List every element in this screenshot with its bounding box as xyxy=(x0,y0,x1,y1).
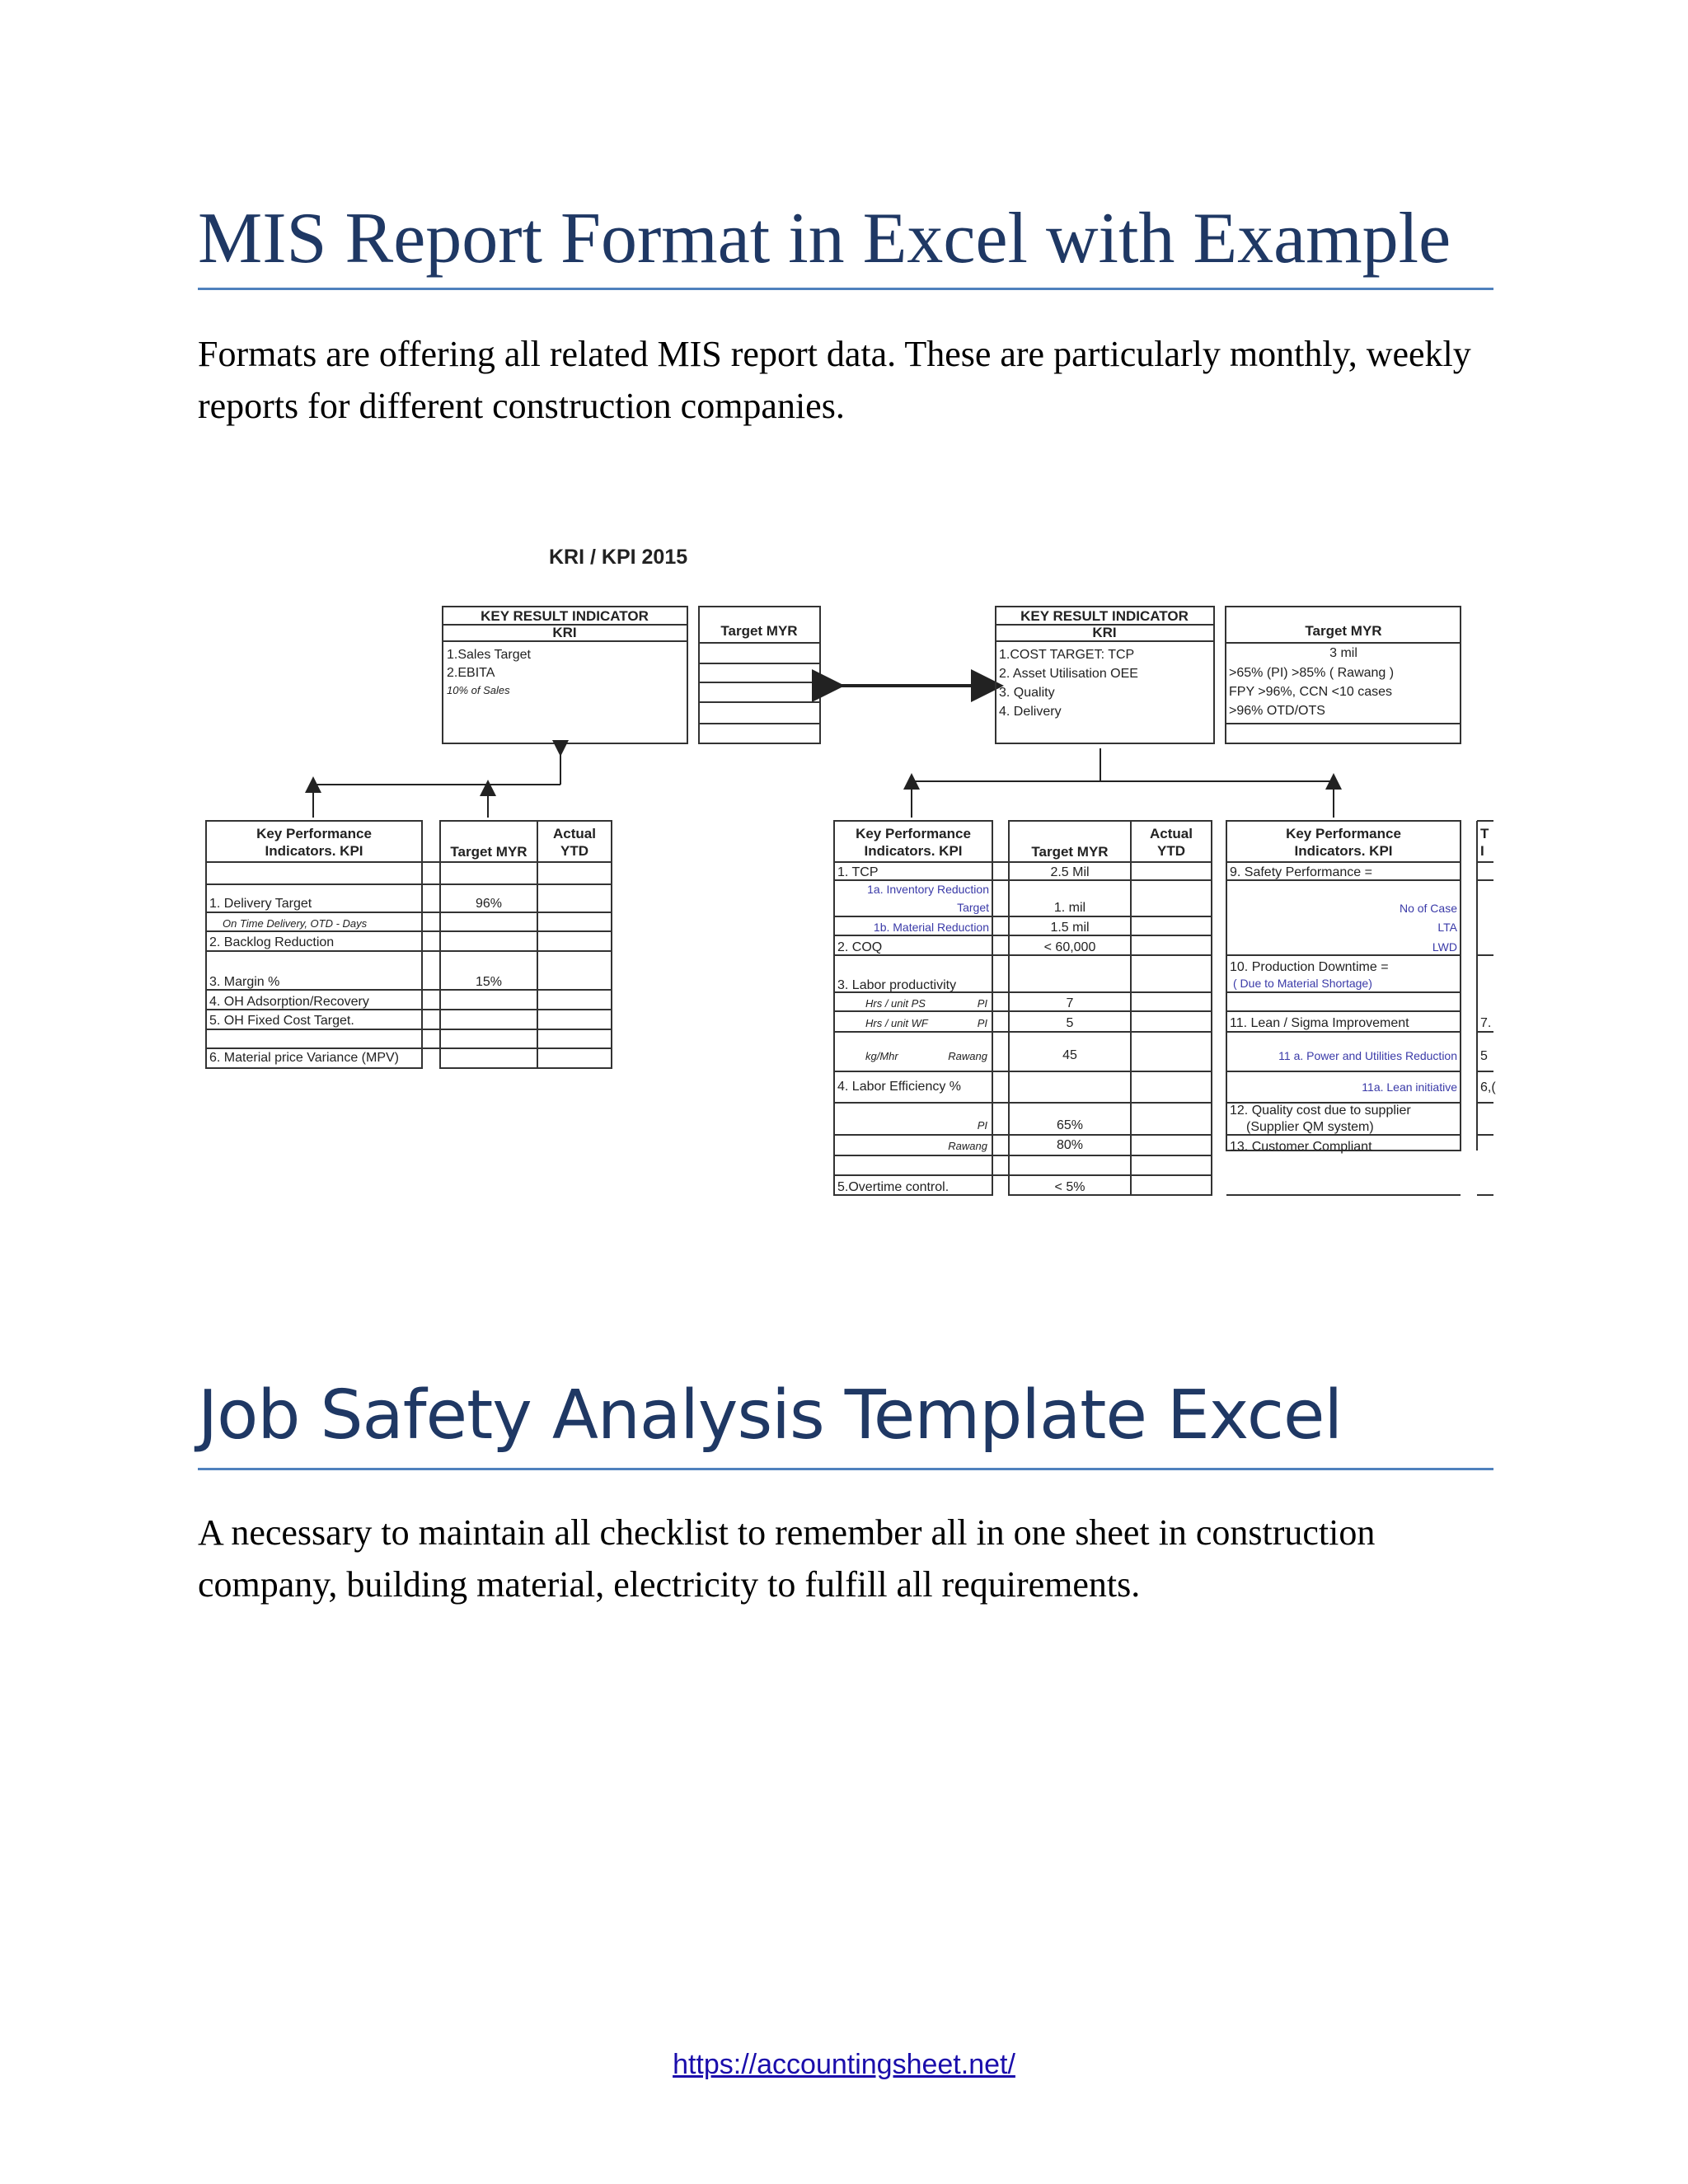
kpi-mid-row-sub: Rawang xyxy=(948,1140,987,1152)
kpi-mid-row-target: 7 xyxy=(1066,996,1074,1010)
kpi-mid-row: 4. Labor Efficiency % xyxy=(837,1080,962,1094)
kri-kpi-diagram xyxy=(198,527,1496,1208)
kpi-right-row: LTA xyxy=(1437,921,1457,934)
kri-right-item: 4. Delivery xyxy=(999,705,1062,719)
kpi-right-row: LWD xyxy=(1432,940,1457,954)
kri-left-target-header: Target MYR xyxy=(720,623,798,639)
section-heading-job-safety: Job Safety Analysis Template Excel xyxy=(198,1366,1493,1470)
kpi-mid-row-target: 2.5 Mil xyxy=(1050,865,1090,879)
section-paragraph-job-safety: A necessary to maintain all checklist to remember all in one sheet in construction company, building material, electricity to fulfill all requirements. xyxy=(198,1512,1376,1605)
kpi-left-row: 3. Margin % xyxy=(209,975,280,989)
footer xyxy=(0,2049,1688,2081)
kpi-right-row: 9. Safety Performance = xyxy=(1230,865,1372,879)
kpi-mid-row-target: 1.5 mil xyxy=(1050,921,1090,935)
kpi-left-header: Key Performance xyxy=(256,826,372,841)
connector-left xyxy=(313,748,560,818)
kpi-mid-row-sub: PI xyxy=(977,997,987,1010)
kri-right-target-value: 3 mil xyxy=(1329,646,1357,660)
kpi-right-partial: I xyxy=(1480,843,1484,859)
kpi-mid-row-sub: Rawang xyxy=(948,1050,987,1062)
kpi-mid-row: 1. TCP xyxy=(837,865,879,879)
kri-left-header: KEY RESULT INDICATOR xyxy=(481,608,649,624)
kpi-right-row: 11a. Lean initiative xyxy=(1362,1080,1457,1094)
kri-right-item: 3. Quality xyxy=(999,686,1055,700)
kpi-right-header: Key Performance xyxy=(1286,826,1401,841)
kpi-mid-row: Hrs / unit PS xyxy=(865,997,926,1010)
kri-kpi-figure xyxy=(198,527,1496,1208)
kpi-mid-row-sub: PI xyxy=(977,1119,987,1132)
kpi-mid-row: 3. Labor productivity xyxy=(837,978,957,992)
kpi-mid-row: 1a. Inventory Reduction xyxy=(867,883,989,896)
section-heading-mis-report: MIS Report Format in Excel with Example xyxy=(198,191,1493,290)
kpi-mid-row-target: 65% xyxy=(1056,1118,1084,1132)
kri-left-item: 2.EBITA xyxy=(447,666,495,680)
kpi-mid-header: Key Performance xyxy=(856,826,971,841)
kpi-right-partial: 5 xyxy=(1480,1049,1488,1063)
kpi-mid-row: Target xyxy=(957,901,989,914)
figure-title: KRI / KPI 2015 xyxy=(549,546,688,569)
kpi-left-actual-header: YTD xyxy=(560,843,588,859)
kpi-mid-row-target: 5 xyxy=(1066,1016,1074,1030)
kpi-mid-row: 2. COQ xyxy=(837,940,883,954)
kri-right-target-value: >96% OTD/OTS xyxy=(1229,704,1325,718)
kpi-left-row: 6. Material price Variance (MPV) xyxy=(209,1051,399,1065)
kpi-mid-row: Hrs / unit WF xyxy=(865,1017,928,1029)
kpi-mid-row-target: 1. mil xyxy=(1053,901,1086,915)
kpi-mid-row-target: 45 xyxy=(1062,1048,1077,1062)
kpi-right-row: No of Case xyxy=(1399,902,1457,915)
kpi-left-header: Indicators. KPI xyxy=(265,843,363,859)
kpi-right-row: 12. Quality cost due to supplier xyxy=(1230,1104,1411,1118)
kpi-right-row: 11. Lean / Sigma Improvement xyxy=(1230,1016,1409,1030)
kpi-mid-row-target: < 60,000 xyxy=(1043,940,1096,954)
kpi-mid-row-target: < 5% xyxy=(1054,1180,1085,1194)
kpi-right-header: Indicators. KPI xyxy=(1294,843,1393,859)
kri-right-target-header: Target MYR xyxy=(1305,623,1382,639)
kpi-left-row-target: 15% xyxy=(475,975,503,989)
kpi-mid-actual-header: YTD xyxy=(1157,843,1185,859)
kri-left-subheader: KRI xyxy=(552,625,577,640)
kpi-right-row: 10. Production Downtime = xyxy=(1230,960,1389,974)
kri-right-subheader: KRI xyxy=(1092,625,1117,640)
kpi-right-row: (Supplier QM system) xyxy=(1246,1120,1374,1134)
kpi-left-row: 5. OH Fixed Cost Target. xyxy=(209,1014,354,1028)
kpi-mid-row-sub: PI xyxy=(977,1017,987,1029)
kpi-right-partial: T xyxy=(1480,826,1489,841)
kpi-mid-row: 1b. Material Reduction xyxy=(873,921,989,934)
kpi-left-row-target: 96% xyxy=(475,897,503,911)
kri-right-target-value: >65% (PI) >85% ( Rawang ) xyxy=(1229,666,1395,680)
kpi-mid-header: Indicators. KPI xyxy=(864,843,963,859)
connector-right xyxy=(912,748,1334,818)
kpi-right-partial: 6,( xyxy=(1480,1080,1496,1094)
kpi-left-row: 4. OH Adsorption/Recovery xyxy=(209,995,369,1009)
kpi-mid-row: 5.Overtime control. xyxy=(837,1180,950,1194)
kpi-left-actual-header: Actual xyxy=(553,826,596,841)
kri-right-item: 1.COST TARGET: TCP xyxy=(999,648,1135,662)
kri-right-target-value: FPY >96%, CCN <10 cases xyxy=(1229,685,1393,699)
kri-left-item-note: 10% of Sales xyxy=(447,684,510,696)
kpi-mid-actual-header: Actual xyxy=(1150,826,1193,841)
kri-right-header: KEY RESULT INDICATOR xyxy=(1020,608,1189,624)
kri-left-item: 1.Sales Target xyxy=(447,648,531,662)
kri-right-item: 2. Asset Utilisation OEE xyxy=(999,667,1138,681)
kpi-left-row: 1. Delivery Target xyxy=(209,897,312,911)
kpi-left-row: 2. Backlog Reduction xyxy=(209,935,335,949)
kpi-left-target-header: Target MYR xyxy=(450,844,528,860)
kpi-mid-row: kg/Mhr xyxy=(865,1050,898,1062)
section-paragraph-mis-report: Formats are offering all related MIS report data. These are particularly monthly, weekly reports for different construction companies. xyxy=(198,334,1471,426)
kpi-mid-row-target: 80% xyxy=(1056,1138,1084,1152)
kpi-right-row: 13. Customer Compliant xyxy=(1230,1140,1372,1154)
kpi-right-row: 11 a. Power and Utilities Reduction xyxy=(1278,1049,1457,1062)
footer-link[interactable]: https://accountingsheet.net/ xyxy=(673,2049,1015,2080)
kpi-left-row: On Time Delivery, OTD - Days xyxy=(223,917,368,930)
kpi-mid-target-header: Target MYR xyxy=(1031,844,1109,860)
kpi-right-partial: 7. xyxy=(1480,1016,1492,1030)
kpi-right-row: ( Due to Material Shortage) xyxy=(1233,977,1372,990)
